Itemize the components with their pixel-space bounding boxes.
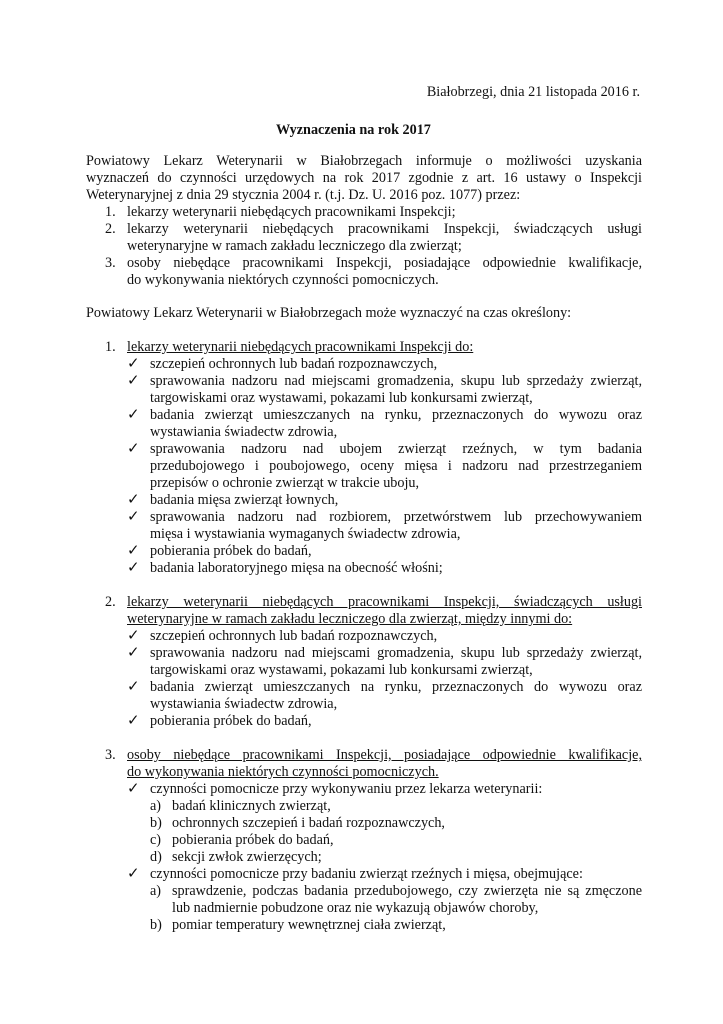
checkmark-icon: ✓ xyxy=(127,645,140,661)
check-item: pobierania próbek do badań, xyxy=(150,543,312,559)
check-item: badania laboratoryjnego mięsa na obecność włośni; xyxy=(150,560,443,576)
check-group-label: czynności pomocnicze przy badaniu zwierząt rzeźnych i mięsa, obejmujące: xyxy=(150,866,583,882)
intro-line: Weterynaryjnej z dnia 29 stycznia 2004 r. (t.j. Dz. U. 2016 poz. 1077) przez: xyxy=(86,187,521,203)
checkmark-icon: ✓ xyxy=(127,407,140,423)
list-number: 2. xyxy=(105,221,116,237)
letter-item: sekcji zwłok zwierzęcych; xyxy=(172,849,322,865)
letter-marker: c) xyxy=(150,832,162,848)
checkmark-icon: ✓ xyxy=(127,560,140,576)
para2: Powiatowy Lekarz Weterynarii w Białobrzegach może wyznaczyć na czas określony: xyxy=(86,305,572,321)
letter-marker: a) xyxy=(150,883,162,899)
check-item: wystawiania świadectw zdrowia, xyxy=(150,696,338,712)
check-item: sprawowania nadzoru nad ubojem zwierząt rzeźnych, w tym badania xyxy=(150,441,642,457)
check-item: wystawiania świadectw zdrowia, xyxy=(150,424,338,440)
checkmark-icon: ✓ xyxy=(127,509,140,525)
list-item: osoby niebędące pracownikami Inspekcji, posiadające odpowiednie kwalifikacje, xyxy=(127,255,642,271)
list-item: weterynaryjne w ramach zakładu leczniczego dla zwierząt; xyxy=(127,238,462,254)
letter-marker: d) xyxy=(150,849,162,865)
section-heading: lekarzy weterynarii niebędących pracownikami Inspekcji, świadczących usługi xyxy=(127,594,642,610)
letter-item: pobierania próbek do badań, xyxy=(172,832,334,848)
list-number: 3. xyxy=(105,255,116,271)
section-heading: do wykonywania niektórych czynności pomocniczych. xyxy=(127,764,439,780)
section-number: 2. xyxy=(105,594,116,610)
letter-item: ochronnych szczepień i badań rozpoznawczych, xyxy=(172,815,445,831)
check-item: przepisów o ochronie zwierząt w trakcie uboju, xyxy=(150,475,420,491)
check-item: szczepień ochronnych lub badań rozpoznawczych, xyxy=(150,356,438,372)
check-item: targowiskami oraz wystawami, pokazami lub konkursami zwierząt, xyxy=(150,390,533,406)
checkmark-icon: ✓ xyxy=(127,781,140,797)
list-item: lekarzy weterynarii niebędących pracownikami Inspekcji, świadczących usługi xyxy=(127,221,642,237)
checkmark-icon: ✓ xyxy=(127,713,140,729)
checkmark-icon: ✓ xyxy=(127,441,140,457)
check-item: szczepień ochronnych lub badań rozpoznawczych, xyxy=(150,628,438,644)
section-number: 1. xyxy=(105,339,116,355)
section-heading: lekarzy weterynarii niebędących pracownikami Inspekcji do: xyxy=(127,339,474,355)
check-item: pobierania próbek do badań, xyxy=(150,713,312,729)
letter-marker: a) xyxy=(150,798,162,814)
page-title: Wyznaczenia na rok 2017 xyxy=(276,122,431,138)
checkmark-icon: ✓ xyxy=(127,492,140,508)
checkmark-icon: ✓ xyxy=(127,543,140,559)
checkmark-icon: ✓ xyxy=(127,628,140,644)
letter-item: lub nadmiernie pobudzone oraz nie wykazują objawów choroby, xyxy=(172,900,539,916)
letter-item: sprawdzenie, podczas badania przedubojowego, czy zwierzęta nie są zmęczone xyxy=(172,883,642,899)
check-item: przedubojowego i poubojowego, oceny mięsa i nadzoru nad przestrzeganiem xyxy=(150,458,642,474)
checkmark-icon: ✓ xyxy=(127,866,140,882)
checkmark-icon: ✓ xyxy=(127,679,140,695)
intro-line: wyznaczeń do czynności urzędowych na rok 2017 zgodnie z art. 16 ustawy o Inspekcji xyxy=(86,170,642,186)
section-number: 3. xyxy=(105,747,116,763)
letter-marker: b) xyxy=(150,917,162,933)
intro-line: Powiatowy Lekarz Weterynarii w Białobrzegach informuje o możliwości uzyskania xyxy=(86,153,642,169)
check-item: badania zwierząt umieszczanych na rynku, przeznaczonych do wywozu oraz xyxy=(150,407,642,423)
check-item: sprawowania nadzoru nad miejscami gromadzenia, skupu lub sprzedaży zwierząt, xyxy=(150,373,642,389)
section-heading: weterynaryjne w ramach zakładu leczniczego dla zwierząt, między innymi do: xyxy=(127,611,573,627)
check-item: badania mięsa zwierząt łownych, xyxy=(150,492,339,508)
section-heading: osoby niebędące pracownikami Inspekcji, posiadające odpowiednie kwalifikacje, xyxy=(127,747,642,763)
check-item: targowiskami oraz wystawami, pokazami lub konkursami zwierząt, xyxy=(150,662,533,678)
check-group-label: czynności pomocnicze przy wykonywaniu przez lekarza weterynarii: xyxy=(150,781,543,797)
letter-item: badań klinicznych zwierząt, xyxy=(172,798,331,814)
letter-marker: b) xyxy=(150,815,162,831)
checkmark-icon: ✓ xyxy=(127,356,140,372)
check-item: sprawowania nadzoru nad miejscami gromadzenia, skupu lub sprzedaży zwierząt, xyxy=(150,645,642,661)
check-item: badania zwierząt umieszczanych na rynku, przeznaczonych do wywozu oraz xyxy=(150,679,642,695)
letter-item: pomiar temperatury wewnętrznej ciała zwierząt, xyxy=(172,917,446,933)
list-item: lekarzy weterynarii niebędących pracownikami Inspekcji; xyxy=(127,204,456,220)
checkmark-icon: ✓ xyxy=(127,373,140,389)
list-item: do wykonywania niektórych czynności pomocniczych. xyxy=(127,272,439,288)
check-item: mięsa i wystawiania wymaganych świadectw zdrowia, xyxy=(150,526,461,542)
place-date: Białobrzegi, dnia 21 listopada 2016 r. xyxy=(426,84,640,100)
check-item: sprawowania nadzoru nad rozbiorem, przetwórstwem lub przechowywaniem xyxy=(150,509,642,525)
list-number: 1. xyxy=(105,204,116,220)
